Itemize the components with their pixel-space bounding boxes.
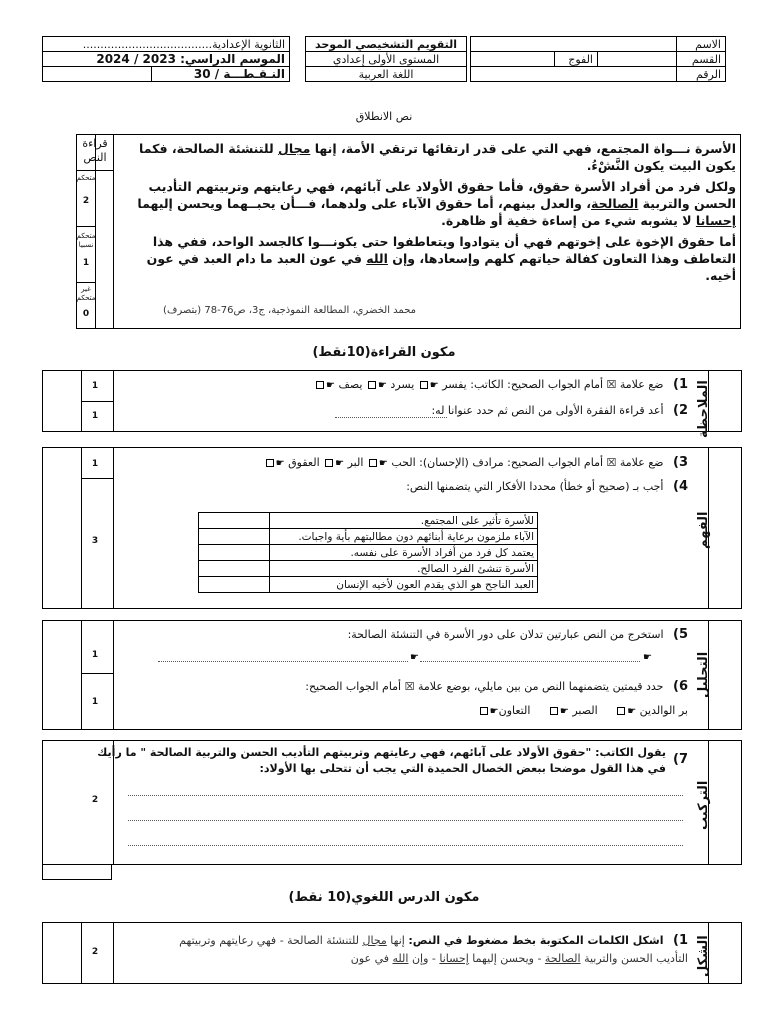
statement-cell: يعتمد كل فرد من أفراد الأسرة على نفسه. [270, 545, 538, 561]
table-row [199, 513, 538, 529]
question-7-line-1: يقول الكاتب: "حقوق الأولاد على آبائهم، فهي رعايتهم وتربيتهم التأديب الحسن والتربية الصالحة " ما رأيك [97, 746, 666, 759]
passage-text [118, 140, 736, 284]
section-label: القسم [677, 52, 726, 67]
understanding-label: الفهم [696, 511, 711, 549]
group-label: الفوج [555, 52, 598, 67]
synthesis-footer [42, 865, 112, 880]
exam-info-table [305, 36, 467, 82]
number-field[interactable] [471, 67, 677, 82]
level-score: 0 [82, 309, 90, 319]
student-info-table [470, 36, 726, 82]
q2-score: 1 [91, 411, 99, 421]
exam-subject: اللغة العربية [306, 67, 467, 82]
checkbox-yufassir[interactable] [420, 381, 428, 389]
answer-cell[interactable] [199, 561, 270, 577]
passage-paragraph-3: أما حقوق الإخوة على إخوتهم فهي أن يتوادوا ويتعاطفوا حتى يكونـــوا كالجسد الواحد، ففي هذا التعاطف وهذا التعاون كفالة حياتهم كلهم وإسعادها، وإن الله في عون العبد ما دام العبد في عون أخيه. [146, 234, 736, 283]
question-5: 5) استخرج من النص عبارتين تدلان على دور الأسرة في التنشئة الصالحة: [347, 627, 688, 642]
question-7-number: 7) [673, 752, 688, 767]
checkbox-alsabr[interactable] [550, 707, 558, 715]
answer-cell[interactable] [199, 529, 270, 545]
level-label: متحكم [76, 174, 96, 182]
synthesis-label: التركيب [696, 780, 711, 830]
shakl-q1-score: 2 [91, 947, 99, 957]
q4-score: 3 [91, 536, 99, 546]
checkbox-albirr[interactable] [325, 459, 333, 467]
divider [76, 170, 114, 171]
section-field[interactable] [598, 52, 677, 67]
q5-score: 1 [91, 650, 99, 660]
divider [76, 226, 96, 227]
exam-level: المستوى الأولى إعدادي [306, 52, 467, 67]
statement-cell: للأسرة تأثير على المجتمع. [270, 513, 538, 529]
q3-score: 1 [91, 459, 99, 469]
shakl-question-1: 1) اشكل الكلمات المكتوبة بخط مضغوط في النص: إنها مجال للتنشئة الصالحة - فهي رعايتهم وتربيتهم [179, 933, 688, 948]
question-2: 2) أعد قراءة الفقرة الأولى من النص ثم حدد عنوانا له: [431, 403, 688, 418]
group-field[interactable] [471, 52, 555, 67]
statement-cell: الأسرة تنشئ الفرد الصالح. [270, 561, 538, 577]
table-row [199, 529, 538, 545]
level-score: 1 [82, 258, 90, 268]
reading-grid-title: قراءة النص [82, 137, 108, 164]
q6-score: 1 [91, 697, 99, 707]
checkbox-alhubb[interactable] [369, 459, 377, 467]
answer-line[interactable] [335, 416, 447, 418]
true-false-table [198, 512, 538, 593]
section-title-reading: مكون القراءة(10نقط) [312, 345, 456, 360]
question-1: 1) ضع علامة ☒ أمام الجواب الصحيح: الكاتب: يفسر ☛ يسرد ☛ يصف ☛ [314, 378, 688, 393]
answer-line[interactable] [128, 794, 683, 796]
question-3: 3) ضع علامة ☒ أمام الجواب الصحيح: مرادف (الإحسان): الحب ☛ البر ☛ العقوق ☛ [264, 456, 688, 471]
answer-line[interactable] [420, 660, 640, 662]
q7-score: 2 [91, 795, 99, 805]
checkbox-aluquq[interactable] [266, 459, 274, 467]
checkbox-yasrud[interactable] [368, 381, 376, 389]
shakl-question-1-line-2: التأديب الحسن والتربية الصالحة - ويحسن إليهما إحسانا - وإن الله في عون [350, 952, 688, 965]
exam-title: التقويم التشخيصي الموحد [306, 37, 467, 52]
checkbox-altaawun[interactable] [480, 707, 488, 715]
observation-label: الملاحظة [696, 380, 711, 438]
question-6: 6) حدد قيمتين يتضمنهما النص من بين مايلي، بوضع علامة ☒ أمام الجواب الصحيح: [305, 679, 688, 694]
table-row [199, 561, 538, 577]
name-label: الاسم [677, 37, 726, 52]
q1-score: 1 [91, 381, 99, 391]
answer-cell[interactable] [199, 513, 270, 529]
school-name: الثانوية الإعدادية..................................... [43, 37, 290, 52]
analysis-label: التحليل [696, 651, 711, 699]
answer-cell[interactable] [199, 545, 270, 561]
statement-cell: العبد الناجح هو الذي يقدم العون لأخيه الإنسان [270, 577, 538, 593]
statement-cell: الآباء ملزمون برعاية أبنائهم دون مطالبتهم بأية واجبات. [270, 529, 538, 545]
name-field[interactable] [471, 37, 677, 52]
table-row [199, 545, 538, 561]
answer-line[interactable] [128, 844, 683, 846]
school-year: الموسم الدراسي: 2023 / 2024 [43, 52, 290, 67]
answer-cell[interactable] [199, 577, 270, 593]
number-label: الرقم [677, 67, 726, 82]
passage-paragraph-1: الأسرة نـــواة المجتمع، فهي التي على قدر ارتقائها ترتقي الأمة، إنها مجال للتنشئة الصالحة، فكما يكون البيت يكون النَّشْءُ. [139, 141, 736, 173]
level-label: متحكم نسبيا [76, 232, 96, 249]
grade-field[interactable] [43, 67, 152, 82]
answer-line[interactable] [128, 819, 683, 821]
question-6-options: بر الوالدين ☛ الصبر ☛ التعاون☛ [478, 704, 688, 719]
section-title-language: مكون الدرس اللغوي(10 نقط) [288, 890, 480, 905]
table-row [199, 577, 538, 593]
question-7-line-2: في هذا القول موضحا ببعض الخصال الحميدة التي يجب أن تتحلى بها الأولاد: [259, 762, 666, 775]
level-score: 2 [82, 196, 90, 206]
passage-source: محمد الخضري، المطالعة النموذجية، ج3، ص76-78 (بتصرف) [163, 305, 416, 316]
bullet-icon: ☛ [643, 652, 652, 663]
bullet-icon: ☛ [410, 652, 419, 663]
answer-line[interactable] [158, 660, 408, 662]
checkbox-birr-alwalidayn[interactable] [617, 707, 625, 715]
grade-label: النـقـطـــة / 30 [152, 67, 290, 82]
question-4: 4) أجب بـ (صحيح أو خطأ) محددا الأفكار التي يتضمنها النص: [406, 479, 688, 494]
level-label: غير متحكم [76, 285, 96, 302]
passage-paragraph-2: ولكل فرد من أفراد الأسرة حقوق، فأما حقوق الأولاد على آبائهم، فهي رعايتهم وتربيتهم التأديب الحسن والتربية الصالحة، والعدل بينهم، أما حقوق الآباء على ولدهما، فـــأن يحبــهما ويحسن إليهما إحسانا لا يشوبه شيء من إساءة خفية أو ظاهرة. [137, 179, 736, 228]
divider [76, 282, 96, 283]
checkbox-yasif[interactable] [316, 381, 324, 389]
shakl-label: الشكل [696, 935, 711, 977]
text-title: نص الانطلاق [355, 110, 413, 123]
school-info-table [42, 36, 290, 82]
